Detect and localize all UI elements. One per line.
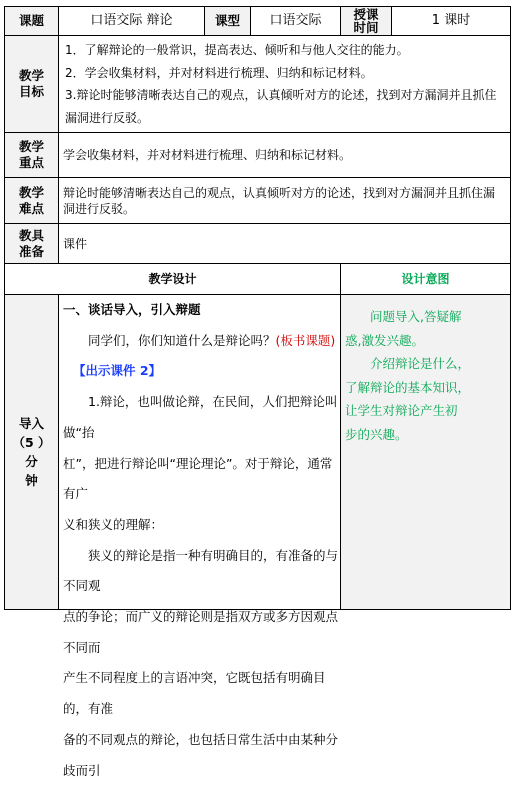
materials-label [5,224,59,264]
lesson-label: 课题 [5,7,59,36]
paragraph-line: 杠”，把进行辩论叫“理论理论”。对于辩论，通常有广 [63,455,333,502]
hours-label-line2: 时间 [353,20,379,35]
difficulty-label-line2: 难点 [18,200,44,216]
focus-label-line1: 教学 [18,139,44,154]
goals-label-line1: 教学 [18,68,44,83]
hours-label-line1: 授课 [353,7,379,22]
section1-title: 一、谈话导入，引入辩题 [63,302,201,317]
goal-item: 2．学会收集材料，并对材料进行梳理、归纳和标记材料。 [65,65,373,80]
paragraph-line: 狭义的辩论是指一种有明确目的，有准备的与不同观 [63,547,339,594]
paragraph-line: 备的不同观点的辩论，也包括日常生活中由某种分歧而引 [63,731,339,778]
goals-label [5,36,59,133]
materials-label-line1: 教具 [18,227,44,243]
focus-label [5,133,59,178]
show-slide-note: 【出示课件 2】 [73,363,162,379]
paragraph-line: 点的争论；而广义的辩论则是指双方或多方因观点不同而 [63,609,339,655]
paragraph-line: 产生不同程度上的言语冲突，它既包括有明确目的，有准 [63,670,326,717]
section1-row [5,295,511,610]
intent-line: 了解辩论的基本知识， [345,379,471,395]
goal-item: 1．了解辩论的一般常识，提高表达、倾听和与他人交往的能力。 [65,43,409,57]
type-label: 课型 [205,7,251,36]
question-text: 同学们，你们知道什么是辩论吗？ [88,332,276,348]
type-value: 口语交际 [251,7,341,36]
board-note: (板书课题) [275,332,336,348]
materials-content: 课件 [59,224,511,264]
lesson-value: 口语交际 辩论 [59,7,205,36]
lesson-plan [4,6,510,778]
focus-label-line2: 重点 [18,155,44,170]
section1-label [5,295,59,610]
section1-question [63,326,338,357]
difficulty-row [5,178,511,224]
section1-label-line3: 钟 [25,473,38,488]
header-row [5,7,511,36]
design-header-row [5,264,511,295]
goals-content [59,36,511,133]
focus-row [5,133,511,178]
goal-item: 3.辩论时能够清晰表达自己的观点，认真倾听对方的论述，找到对方漏洞并且抓住漏洞进行反驳。 [65,88,497,125]
intent-header: 设计意图 [341,264,511,295]
hours-value: 1 课时 [392,7,511,36]
intent-line: 步的兴趣。 [345,426,408,442]
goals-row [5,36,511,133]
difficulty-content: 辩论时能够清晰表达自己的观点，认真倾听对方的论述，找到对方漏洞并且抓住漏洞进行反驳。 [59,178,511,224]
focus-content: 学会收集材料，并对材料进行梳理、归纳和标记材料。 [59,133,511,178]
intent-line: 介绍辩论是什么， [370,356,471,371]
goals-label-line2: 目标 [18,84,44,99]
intent-line: 惑,激发兴趣。 [345,332,424,348]
hours-label [341,7,392,36]
intent-line: 问题导入,答疑解 [370,309,462,324]
section1-content [59,295,341,778]
paragraph-line: 义和狭义的理解： [63,516,164,532]
section1-intent [341,295,511,610]
difficulty-label [5,178,59,224]
intent-line: 让学生对辩论产生初 [345,403,458,418]
section1-label-line1: 导入 [18,416,44,431]
paragraph-line: 1.辩论，也叫做论辩，在民间，人们把辩论叫做“抬 [63,394,338,440]
difficulty-label-line1: 教学 [18,184,44,200]
materials-row [5,224,511,264]
section1-label-line2: （5 ）分 [12,435,51,469]
section1-content-inner [63,295,339,778]
materials-label-line2: 准备 [18,243,44,259]
lesson-plan-table [4,6,511,778]
section1-intent-inner [345,305,506,446]
design-header: 教学设计 [5,264,341,295]
